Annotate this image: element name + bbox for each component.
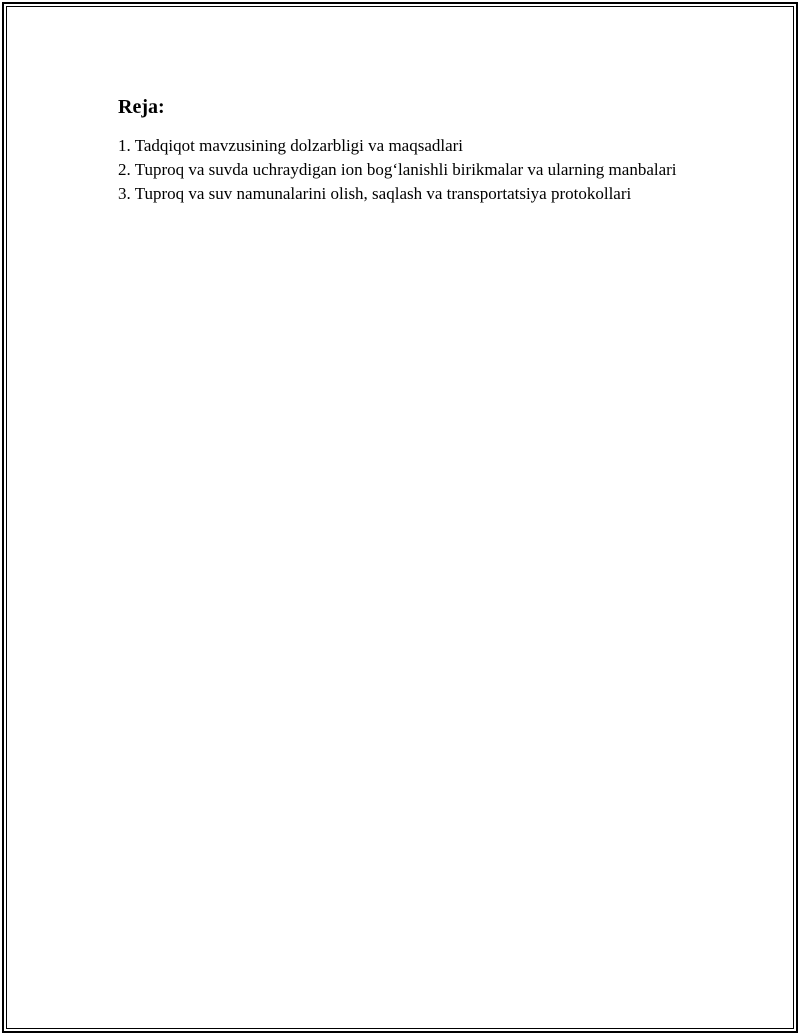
plan-item-1: 1. Tadqiqot mavzusining dolzarbligi va maqsadlari bbox=[118, 136, 464, 155]
plan-heading: Reja: bbox=[118, 96, 165, 118]
plan-list bbox=[118, 134, 678, 206]
document-content bbox=[118, 94, 678, 206]
plan-item-2: 2. Tuproq va suvda uchraydigan ion bog‘lanishli birikmalar va ularning manbalari bbox=[118, 160, 677, 179]
plan-item-3: 3. Tuproq va suv namunalarini olish, saqlash va transportatsiya protokollari bbox=[118, 184, 632, 203]
